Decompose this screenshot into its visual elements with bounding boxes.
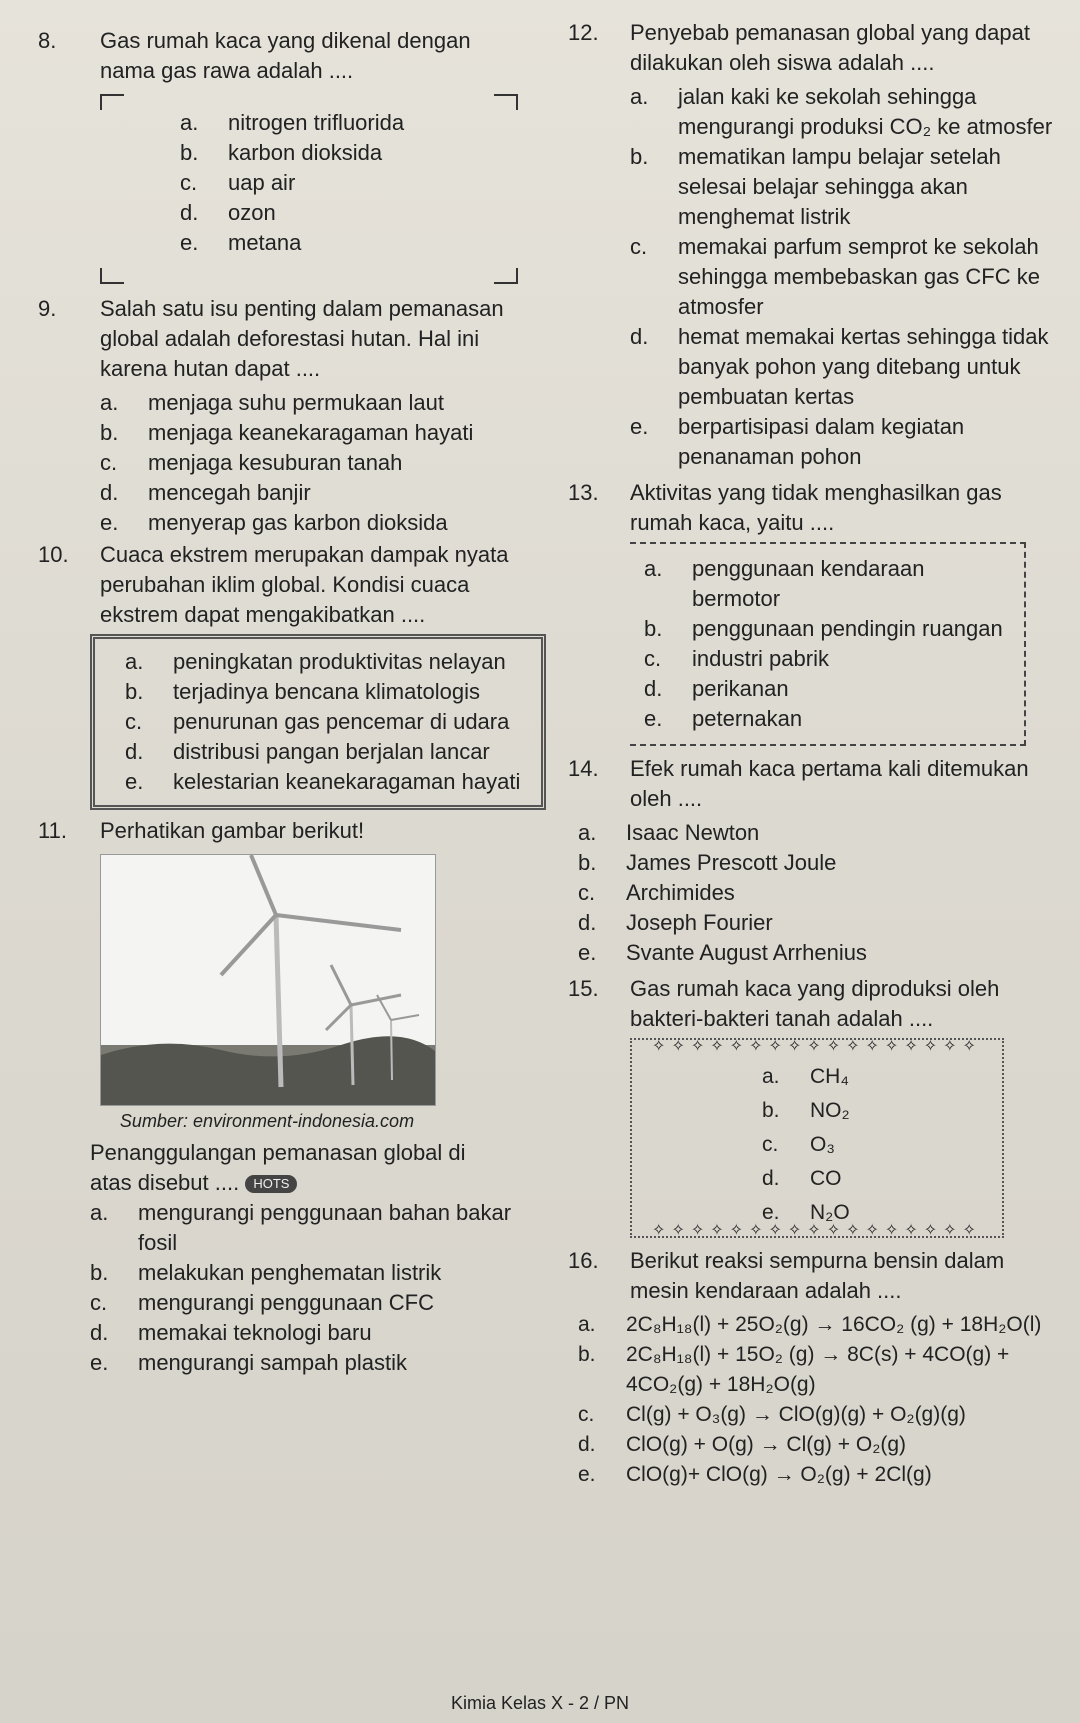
option-letter: b. [644,616,663,641]
option-text: 2C₈H₁₈(l) + 25O₂(g) → 16CO₂ (g) + 18H₂O(l) [626,1313,1042,1336]
option-a[interactable] [630,82,1063,142]
option-letter: e. [180,230,199,255]
options-box-8 [100,94,518,284]
option-text: mematikan lampu belajar setelah selesai belajar sehingga akan menghemat listrik [678,144,1001,229]
option-c[interactable] [180,168,498,198]
option-letter: c. [578,880,596,905]
option-e[interactable] [180,228,498,258]
option-letter: b. [90,1260,109,1285]
option-letter: e. [578,940,597,965]
option-e[interactable] [578,938,1063,968]
option-e[interactable] [125,767,525,797]
option-letter: a. [644,556,663,581]
option-letter: d. [630,324,649,349]
option-text: menjaga kesuburan tanah [148,450,403,475]
option-text: jalan kaki ke sekolah sehingga mengurangi produksi CO₂ ke atmosfer [678,84,1053,139]
option-text: O₃ [810,1133,835,1156]
options-12 [630,82,1063,472]
option-c[interactable] [578,1400,1063,1430]
left-column [38,26,521,1378]
option-text: 2C₈H₁₈(l) + 15O₂ (g) → 8C(s) + 4CO(g) + 4CO₂(g) + 18H₂O(g) [626,1343,1010,1396]
option-e[interactable] [644,704,1014,734]
corner-decoration [494,268,518,284]
option-text: penggunaan pendingin ruangan [692,616,1003,641]
option-text: mengurangi penggunaan CFC [138,1290,434,1315]
option-text: metana [228,230,302,255]
option-text: ozon [228,200,276,225]
option-text: terjadinya bencana klimatologis [173,679,480,704]
question-13 [568,478,1063,538]
question-12 [568,18,1063,78]
option-letter: b. [125,679,144,704]
option-letter: b. [578,850,597,875]
options-box-15 [630,1038,1004,1238]
option-d[interactable] [762,1164,850,1194]
option-letter: c. [630,234,648,259]
corner-decoration [100,268,124,284]
option-d[interactable] [125,737,525,767]
question-number: 16. [568,1248,599,1273]
option-text: ClO(g)+ ClO(g) → O₂(g) + 2Cl(g) [626,1463,932,1486]
corner-decoration [494,94,518,110]
question-text: Cuaca ekstrem merupakan dampak nyata perubahan iklim global. Kondisi cuaca ekstrem dapat mengakibatkan .... [100,542,509,627]
option-e[interactable] [100,508,518,538]
option-b[interactable] [578,1340,1063,1400]
option-text: James Prescott Joule [626,850,837,875]
option-d[interactable] [180,198,498,228]
option-text: peningkatan produktivitas nelayan [173,649,506,674]
option-letter: d. [125,739,144,764]
question-9 [38,294,518,384]
option-text: Isaac Newton [626,820,760,845]
option-letter: e. [100,510,119,535]
option-text: menjaga keanekaragaman hayati [148,420,474,445]
option-a[interactable] [125,647,525,677]
option-text: mencegah banjir [148,480,311,505]
option-letter: d. [90,1320,109,1345]
option-b[interactable] [630,142,1063,232]
option-letter: a. [100,390,119,415]
option-b[interactable] [762,1096,850,1126]
option-b[interactable] [180,138,498,168]
option-e[interactable] [90,1348,518,1378]
option-e[interactable] [762,1198,850,1228]
question-16 [568,1246,1063,1306]
question-text: Salah satu isu penting dalam pemanasan global adalah deforestasi hutan. Hal ini karena hutan dapat .... [100,296,504,381]
question-15 [568,974,1063,1034]
option-text: memakai parfum semprot ke sekolah sehingga membebaskan gas CFC ke atmosfer [678,234,1040,319]
option-letter: c. [100,450,118,475]
option-letter: d. [100,480,119,505]
right-column [568,18,1063,1490]
option-letter: d. [578,910,597,935]
option-letter: a. [578,1313,596,1336]
option-letter: e. [762,1201,780,1224]
options-11 [90,1198,518,1378]
option-d[interactable] [630,322,1063,412]
option-text: mengurangi penggunaan bahan bakar fosil [138,1200,512,1255]
option-d[interactable] [578,908,1063,938]
options-list-15 [762,1062,850,1228]
option-e[interactable] [630,412,1063,472]
option-text: CO [810,1167,842,1190]
option-b[interactable] [644,614,1014,644]
question-number: 10. [38,542,69,567]
option-text: kelestarian keanekaragaman hayati [173,769,521,794]
option-letter: c. [125,709,143,734]
star-border-decoration: ✧✧✧✧✧✧✧✧✧✧✧✧✧✧✧✧✧ [652,1038,982,1055]
option-d[interactable] [90,1318,518,1348]
option-letter: d. [578,1433,596,1456]
option-text: hemat memakai kertas sehingga tidak banyak pohon yang ditebang untuk pembuatan kertas [678,324,1049,409]
option-text: memakai teknologi baru [138,1320,372,1345]
option-text: nitrogen trifluorida [228,110,405,135]
options-box-10 [90,634,546,810]
question-number: 9. [38,296,57,321]
option-c[interactable] [578,878,1063,908]
option-letter: e. [630,414,649,439]
option-letter: a. [578,820,597,845]
option-text: uap air [228,170,296,195]
options-box-13 [630,542,1026,746]
option-b[interactable] [100,418,518,448]
option-a[interactable] [578,1310,1063,1340]
option-c[interactable] [630,232,1063,322]
option-c[interactable] [100,448,518,478]
question-text: Gas rumah kaca yang dikenal dengan nama gas rawa adalah .... [100,28,471,83]
question-10 [38,540,518,630]
option-text: Svante August Arrhenius [626,940,867,965]
option-text: Archimides [626,880,735,905]
option-text: Cl(g) + O₃(g) → ClO(g)(g) + O₂(g)(g) [626,1403,966,1426]
option-d[interactable] [578,1430,1063,1460]
option-a[interactable] [180,108,498,138]
option-letter: c. [90,1290,108,1315]
option-b[interactable] [125,677,525,707]
option-letter: c. [762,1133,779,1156]
question-text: Perhatikan gambar berikut! [100,818,365,843]
option-letter: e. [578,1463,596,1486]
options-16 [578,1310,1063,1490]
option-a[interactable] [578,818,1063,848]
option-text: distribusi pangan berjalan lancar [173,739,490,764]
option-text: CH₄ [810,1065,849,1088]
option-e[interactable] [578,1460,1063,1490]
option-text: ClO(g) + O(g) → Cl(g) + O₂(g) [626,1433,907,1456]
question-number: 15. [568,976,599,1001]
hots-badge: HOTS [245,1175,297,1193]
page-footer: Kimia Kelas X - 2 / PN [450,1693,630,1713]
corner-decoration [100,94,124,110]
star-border-decoration: ✧✧✧✧✧✧✧✧✧✧✧✧✧✧✧✧✧ [652,1222,982,1239]
option-text: karbon dioksida [228,140,383,165]
option-text: penurunan gas pencemar di udara [173,709,510,734]
wind-turbine-image [101,855,435,1105]
option-letter: a. [762,1065,780,1088]
option-text: mengurangi sampah plastik [138,1350,408,1375]
option-letter: b. [578,1343,596,1366]
option-a[interactable] [644,554,1014,614]
question-number: 13. [568,480,599,505]
question-number: 11. [38,818,67,843]
option-c[interactable] [125,707,525,737]
question-text: Penanggulangan pemanasan global di atas disebut .... [90,1140,466,1195]
question-number: 14. [568,756,599,781]
question-text: Berikut reaksi sempurna bensin dalam mesin kendaraan adalah .... [630,1248,1005,1303]
option-b[interactable] [90,1258,518,1288]
option-letter: a. [180,110,199,135]
option-letter: c. [180,170,198,195]
option-letter: e. [125,769,144,794]
option-text: Joseph Fourier [626,910,773,935]
option-a[interactable] [100,388,518,418]
option-text: peternakan [692,706,803,731]
option-text: perikanan [692,676,789,701]
option-letter: b. [180,140,199,165]
option-letter: a. [90,1200,109,1225]
option-letter: d. [644,676,663,701]
option-d[interactable] [644,674,1014,704]
option-text: berpartisipasi dalam kegiatan penanaman pohon [678,414,965,469]
option-letter: d. [762,1167,780,1190]
option-text: melakukan penghematan listrik [138,1260,442,1285]
options-9 [100,388,518,538]
option-b[interactable] [578,848,1063,878]
question-11-text2 [90,1138,510,1198]
question-11 [38,816,518,846]
option-letter: d. [180,200,199,225]
option-letter: c. [644,646,662,671]
photo-caption: Sumber: environment-indonesia.com [119,1111,415,1131]
option-a[interactable] [90,1198,518,1258]
option-letter: e. [644,706,663,731]
question-text: Penyebab pemanasan global yang dapat dilakukan oleh siswa adalah .... [630,20,1030,75]
question-number: 8. [38,28,57,53]
question-number: 12. [568,20,599,45]
option-letter: b. [630,144,649,169]
option-text: industri pabrik [692,646,829,671]
option-text: N₂O [810,1201,850,1224]
option-d[interactable] [100,478,518,508]
options-14 [578,818,1063,968]
option-letter: e. [90,1350,109,1375]
option-letter: b. [762,1099,780,1122]
option-text: penggunaan kendaraan bermotor [692,556,925,611]
question-8 [38,26,518,86]
option-c[interactable] [644,644,1014,674]
option-c[interactable] [762,1130,850,1160]
question-text: Gas rumah kaca yang diproduksi oleh bakteri-bakteri tanah adalah .... [630,976,1000,1031]
option-text: menyerap gas karbon dioksida [148,510,448,535]
option-a[interactable] [762,1062,850,1092]
question-text: Efek rumah kaca pertama kali ditemukan oleh .... [630,756,1029,811]
option-letter: b. [100,420,119,445]
question-14 [568,754,1063,814]
question-text: Aktivitas yang tidak menghasilkan gas rumah kaca, yaitu .... [630,480,1002,535]
option-letter: a. [125,649,144,674]
option-letter: c. [578,1403,595,1426]
option-c[interactable] [90,1288,518,1318]
wind-turbine-photo [100,854,436,1106]
option-letter: a. [630,84,649,109]
option-text: NO₂ [810,1099,850,1122]
option-text: menjaga suhu permukaan laut [148,390,444,415]
